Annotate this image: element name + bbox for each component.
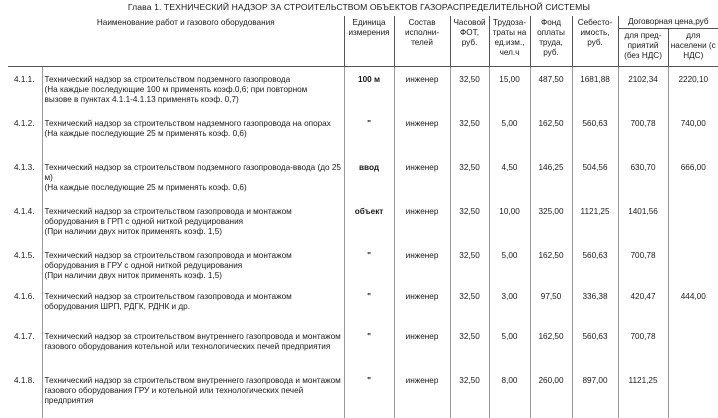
table-row	[8, 324, 718, 368]
table-row	[8, 368, 718, 418]
hourly-cell: 32,50	[450, 243, 489, 284]
header-unit: Единица измерения	[344, 16, 394, 67]
row-description	[42, 67, 344, 111]
fund-cell: 260,00	[530, 368, 572, 418]
labor-cell: 3,00	[489, 284, 530, 324]
header-cost: Себесто-имость, руб.	[572, 16, 618, 67]
price-enterprise-cell: 700,78	[618, 243, 668, 284]
price-enterprise-cell: 2102,34	[618, 67, 668, 111]
table-row	[8, 155, 718, 199]
row-number: 4.1.2.	[8, 111, 42, 155]
row-title: Технический надзор за строительством газопровода и монтажом оборудования в ГРП с одной ниткой редуцирования	[44, 206, 292, 226]
unit-cell: "	[344, 111, 394, 155]
staff-cell: инженер	[394, 324, 450, 368]
unit-cell: объект	[344, 199, 394, 243]
row-title: Технический надзор за строительством внутреннего газопровода и монтажом газового оборудования котельной или технологических печей предприятия	[44, 331, 341, 351]
price-population-cell: 2220,10	[678, 75, 709, 84]
staff-cell: инженер	[394, 284, 450, 324]
hourly-cell: 32,50	[450, 67, 489, 111]
price-enterprise-cell: 700,78	[618, 111, 668, 155]
table-row	[8, 243, 718, 284]
price-population-cell	[668, 199, 718, 243]
row-title: Технический надзор за строительством подземного газопровода-ввода (до 25 м)	[44, 162, 341, 182]
price-table	[8, 16, 718, 418]
unit-cell: 100 м	[344, 67, 394, 111]
cost-cell: 336,38	[572, 284, 618, 324]
staff-cell: инженер	[394, 155, 450, 199]
staff-cell: инженер	[394, 368, 450, 418]
staff-cell: инженер	[394, 67, 450, 111]
row-description	[42, 199, 344, 243]
cost-cell: 1121,25	[572, 199, 618, 243]
labor-cell: 5,00	[489, 324, 530, 368]
hourly-cell: 32,50	[450, 111, 489, 155]
table-row	[8, 284, 718, 324]
row-description	[42, 284, 344, 324]
unit-cell: "	[344, 324, 394, 368]
header-contract: Договорная цена,руб	[618, 16, 718, 29]
unit-cell: "	[344, 284, 394, 324]
staff-cell: инженер	[394, 111, 450, 155]
row-number: 4.1.5.	[8, 243, 42, 284]
row-note: (На каждые последующие 25 м применять коэф. 0,6)	[44, 128, 247, 138]
row-description	[42, 155, 344, 199]
price-population-cell	[668, 368, 718, 418]
row-title: Технический надзор за строительством газопровода и монтажом оборудования в ГРУ с одной ниткой редуцирования	[44, 250, 292, 270]
unit-cell: "	[344, 243, 394, 284]
labor-cell: 10,00	[489, 199, 530, 243]
cost-cell: 897,00	[572, 368, 618, 418]
row-description	[42, 243, 344, 284]
row-number: 4.1.1.	[8, 67, 42, 111]
row-note: (При наличии двух ниток применять коэф. 1,5)	[44, 226, 222, 236]
header-fund: Фонд оплаты труда, руб.	[530, 16, 572, 67]
header-hourly: Часовой ФОТ, руб.	[450, 16, 489, 67]
row-note: (При наличии двух ниток применять коэф. 1,5)	[44, 270, 222, 280]
header-contract-enterprise: для пред-приятий (без НДС)	[618, 29, 668, 67]
cost-cell: 504,56	[572, 155, 618, 199]
staff-cell: инженер	[394, 243, 450, 284]
labor-cell: 5,00	[489, 111, 530, 155]
fund-cell: 97,50	[530, 284, 572, 324]
header-labor: Трудоза-траты на ед.изм., чел.ч	[489, 16, 530, 67]
price-enterprise-cell: 1121,25	[618, 368, 668, 418]
hourly-cell: 32,50	[450, 324, 489, 368]
row-title: Технический надзор за строительством газопровода и монтажом оборудования ШРП, РДГК, РДНК и др.	[44, 291, 292, 311]
table-row	[8, 111, 718, 155]
row-title: Технический надзор за строительством внутреннего газопровода и монтажом газового оборудования ГРУ и котельной или технологических печей предприятия	[44, 375, 341, 405]
hourly-cell: 32,50	[450, 199, 489, 243]
price-enterprise-cell: 630,70	[618, 155, 668, 199]
row-number: 4.1.6.	[8, 284, 42, 324]
staff-cell: инженер	[394, 199, 450, 243]
unit-cell: "	[344, 368, 394, 418]
price-enterprise-cell: 420,47	[618, 284, 668, 324]
row-title: Технический надзор за строительством надземного газопровода на опорах	[44, 118, 331, 128]
fund-cell: 487,50	[530, 67, 572, 111]
price-enterprise-cell: 700,78	[618, 324, 668, 368]
fund-cell: 146,25	[530, 155, 572, 199]
labor-cell: 5,00	[489, 243, 530, 284]
price-population-cell: 740,00	[680, 118, 706, 128]
cost-cell: 1681,88	[572, 67, 618, 111]
header-name: Наименование работ и газового оборудования	[8, 16, 344, 67]
cost-cell: 560,63	[572, 111, 618, 155]
row-note: вызове в пунктах 4.1.1-4.1.13 применять коэф. 0,7)	[44, 95, 239, 104]
hourly-cell: 32,50	[450, 155, 489, 199]
row-number: 4.1.7.	[8, 324, 42, 368]
row-title: Технический надзор за строительством подземного газопровода	[44, 75, 291, 84]
row-description	[42, 111, 344, 155]
price-population-cell	[668, 243, 718, 284]
fund-cell: 162,50	[530, 243, 572, 284]
row-note: (На каждые последующие 100 м применять коэф.0,6; при повторном	[44, 85, 308, 94]
table-row	[8, 199, 718, 243]
row-description	[42, 324, 344, 368]
fund-cell: 325,00	[530, 199, 572, 243]
fund-cell: 162,50	[530, 324, 572, 368]
unit-cell: ввод	[344, 155, 394, 199]
labor-cell: 4,50	[489, 155, 530, 199]
header-staff: Состав исполни-телей	[394, 16, 450, 67]
row-number: 4.1.4.	[8, 199, 42, 243]
fund-cell: 162,50	[530, 111, 572, 155]
cost-cell: 560,63	[572, 324, 618, 368]
row-number: 4.1.8.	[8, 368, 42, 418]
chapter-title: Глава 1. ТЕХНИЧЕСКИЙ НАДЗОР ЗА СТРОИТЕЛЬСТВОМ ОБЪЕКТОВ ГАЗОРАСПРЕДЕЛИТЕЛЬНОЙ СИСТЕМЫ	[127, 2, 591, 12]
table-row	[8, 67, 718, 111]
price-enterprise-cell: 1401,56	[618, 199, 668, 243]
row-description	[42, 368, 344, 418]
row-number: 4.1.3.	[8, 155, 42, 199]
price-population-cell: 666,00	[680, 162, 706, 172]
hourly-cell: 32,50	[450, 368, 489, 418]
cost-cell: 560,63	[572, 243, 618, 284]
row-note: (На каждые последующие 25 м применять коэф. 0,6)	[44, 182, 247, 192]
header-contract-population: для населени (с НДС)	[668, 29, 718, 67]
price-population-cell	[668, 324, 718, 368]
price-population-cell: 444,00	[680, 291, 706, 301]
hourly-cell: 32,50	[450, 284, 489, 324]
labor-cell: 8,00	[489, 368, 530, 418]
labor-cell: 15,00	[489, 67, 530, 111]
